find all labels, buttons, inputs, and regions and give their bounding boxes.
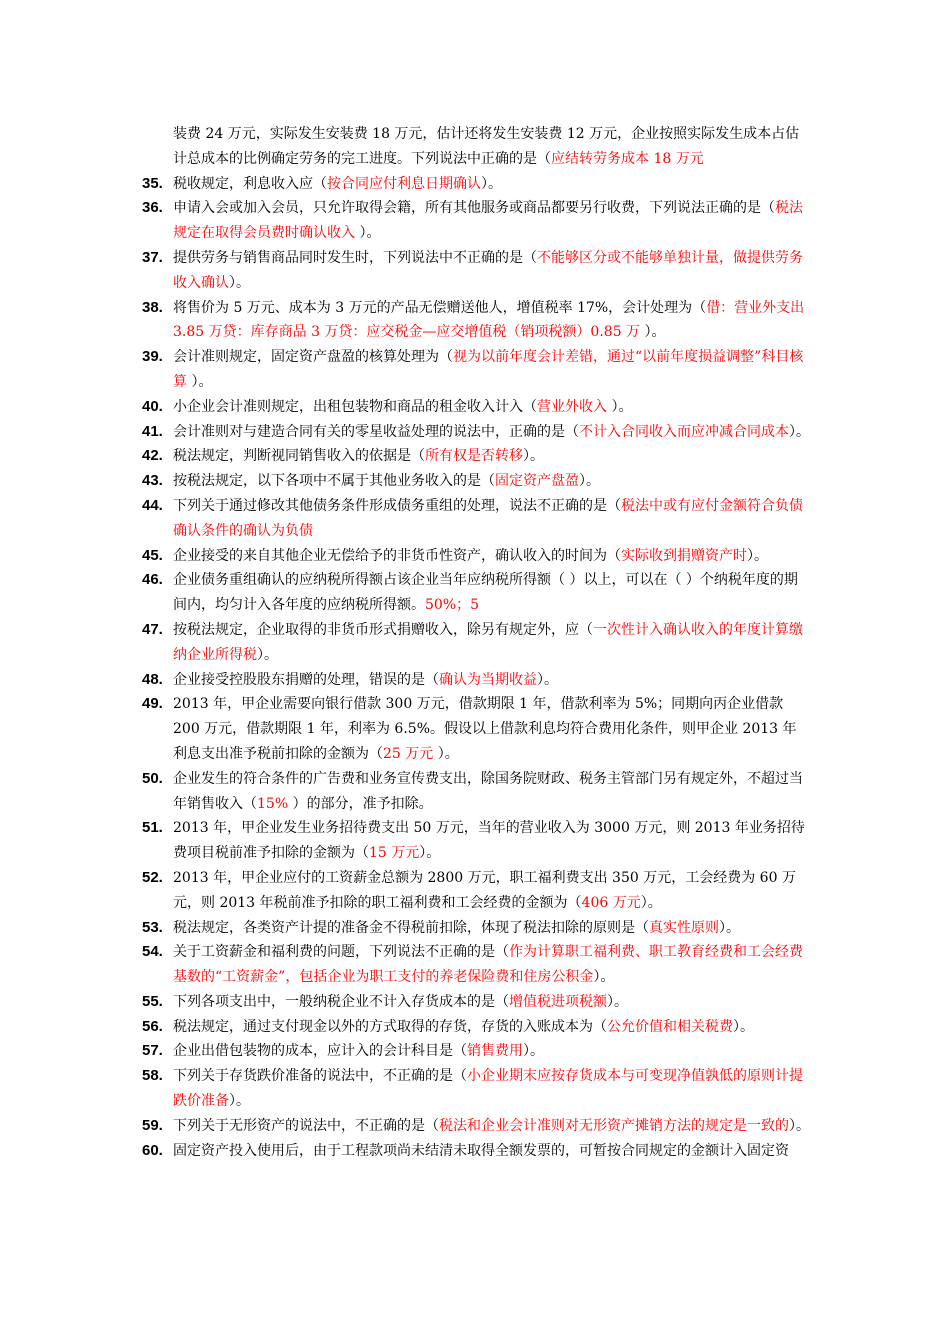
answer-text: 不能够区分或不能够单独计量，做提供劳务收入确认 — [173, 249, 803, 291]
question-text: 申请入会或加入会员，只允许取得会籍，所有其他服务或商品都要另行收费，下列说法正确的是（ — [173, 200, 775, 217]
question-text: 2013 年，甲企业发生业务招待费支出 50 万元，当年的营业收入为 3000 万元，则 2013 年业务招待费项目税前准予扣除的金额为（ — [173, 820, 805, 862]
question-text: ）。 — [607, 993, 628, 1010]
question-item — [142, 494, 810, 544]
question-number: 53. — [142, 918, 163, 936]
answer-text: 所有权是否转移 — [425, 448, 523, 465]
question-number: 54. — [142, 943, 163, 961]
answer-text: 真实性原则 — [649, 919, 719, 936]
question-text: 税法规定，各类资产计提的准备金不得税前扣除，体现了税法扣除的原则是（ — [173, 919, 649, 936]
question-number: 36. — [142, 199, 163, 217]
question-item — [142, 692, 810, 766]
question-text: 会计准则规定，固定资产盘盈的核算处理为（ — [173, 349, 453, 366]
question-text: 税法规定，判断视同销售收入的依据是（ — [173, 448, 425, 465]
answer-text: 确认为当期收益 — [439, 671, 537, 688]
question-text: ）的部分，准予扣除。 — [288, 795, 433, 812]
answer-text: 25 万元 — [383, 745, 434, 762]
answer-text: 公允价值和相关税费 — [607, 1018, 733, 1035]
question-text: ）。 — [229, 1093, 250, 1110]
question-item — [142, 668, 810, 693]
question-number: 35. — [142, 174, 163, 192]
question-number: 39. — [142, 348, 163, 366]
answer-text: 营业外收入 — [537, 398, 607, 415]
question-text: ）。 — [481, 175, 502, 192]
question-text: ）。 — [607, 398, 633, 415]
answer-text: 固定资产盘盈 — [495, 473, 579, 490]
question-item — [142, 618, 810, 668]
question-number: 58. — [142, 1067, 163, 1085]
question-text: 会计准则对与建造合同有关的零星收益处理的说法中，正确的是（ — [173, 423, 579, 440]
question-text: ）。 — [789, 1117, 810, 1134]
question-text: 2013 年，甲企业需要向银行借款 300 万元，借款期限 1 年，借款利率为 5%；同期向丙企业借款 200 万元，借款期限 1 年，利率为 6.5%。假设以上借款利息均符合费用化条件，则甲企业 2013 年利息支出准予税前扣除的金额为（ — [173, 696, 797, 762]
question-item — [142, 544, 810, 569]
question-number: 51. — [142, 819, 163, 837]
answer-text: 实际收到捐赠资产时 — [621, 547, 747, 564]
answer-text: 406 万元 — [581, 894, 641, 911]
question-item — [142, 1015, 810, 1040]
question-text: ）。 — [640, 894, 662, 911]
question-text: ）。 — [789, 423, 810, 440]
question-item — [142, 395, 810, 420]
question-item — [142, 172, 810, 197]
question-text: 下列关于通过修改其他债务条件形成债务重组的处理，说法不正确的是（ — [173, 497, 621, 514]
question-item — [142, 1114, 810, 1139]
question-number: 45. — [142, 546, 163, 564]
question-text: ）。 — [257, 646, 278, 663]
question-text: 固定资产投入使用后，由于工程款项尚未结清未取得全额发票的，可暂按合同规定的金额计入固定资 — [173, 1142, 789, 1159]
question-text: 按税法规定，企业取得的非货币形式捐赠收入，除另有规定外，应（ — [173, 621, 593, 638]
question-text: 按税法规定，以下各项中不属于其他业务收入的是（ — [173, 473, 495, 490]
question-item — [142, 568, 810, 618]
question-text: 下列各项支出中，一般纳税企业不计入存货成本的是（ — [173, 993, 509, 1010]
question-text: ）。 — [747, 547, 768, 564]
answer-text: 不计入合同收入而应冲减合同成本 — [579, 423, 789, 440]
question-number: 47. — [142, 620, 163, 638]
question-text: 企业接受的来自其他企业无偿给予的非货币性资产，确认收入的时间为（ — [173, 547, 621, 564]
question-text: 税法规定，通过支付现金以外的方式取得的存货，存货的入账成本为（ — [173, 1018, 607, 1035]
question-number: 59. — [142, 1116, 163, 1134]
question-text: ）。 — [523, 1043, 544, 1060]
question-number: 40. — [142, 397, 163, 415]
question-text: ）。 — [733, 1018, 754, 1035]
question-text: ）。 — [229, 274, 250, 291]
question-item — [142, 196, 810, 246]
question-text: ）。 — [187, 373, 213, 390]
question-item — [142, 444, 810, 469]
question-text: ）。 — [579, 473, 600, 490]
question-text: ）。 — [523, 448, 544, 465]
question-item — [142, 990, 810, 1015]
question-item — [142, 469, 810, 494]
question-text: 下列关于存货跌价准备的说法中，不正确的是（ — [173, 1068, 467, 1085]
question-number: 49. — [142, 695, 163, 713]
question-item — [142, 420, 810, 445]
question-text: 下列关于无形资产的说法中，不正确的是（ — [173, 1117, 439, 1134]
question-number: 52. — [142, 868, 163, 886]
question-item — [142, 767, 810, 817]
answer-text: 视为以前年度会计差错，通过“以前年度损益调整”科目核算 — [173, 349, 804, 390]
question-number: 38. — [142, 298, 163, 316]
question-item — [142, 1139, 810, 1164]
answer-text: 小企业期末应按存货成本与可变现净值孰低的原则计提跌价准备 — [173, 1068, 803, 1110]
answer-text: 税法和企业会计准则对无形资产摊销方法的规定是一致的 — [439, 1117, 789, 1134]
answer-text: 增值税进项税额 — [509, 993, 607, 1010]
answer-text: 50%；5 — [425, 597, 480, 614]
question-item — [142, 916, 810, 941]
question-text: 企业出借包装物的成本，应计入的会计科目是（ — [173, 1043, 467, 1060]
question-number: 60. — [142, 1141, 163, 1159]
question-text: ）。 — [433, 745, 459, 762]
question-text: ）。 — [419, 845, 441, 862]
question-number: 46. — [142, 571, 163, 589]
answer-text: 按合同应付利息日期确认 — [327, 175, 481, 192]
question-number: 57. — [142, 1042, 163, 1060]
answer-text: 销售费用 — [467, 1043, 523, 1060]
question-text: 关于工资薪金和福利费的问题，下列说法不正确的是（ — [173, 944, 509, 961]
continuation-paragraph — [142, 122, 810, 172]
question-text: 将售价为 5 万元、成本为 3 万元的产品无偿赠送他人，增值税率 17%，会计处理为（ — [173, 299, 707, 316]
question-item — [142, 816, 810, 866]
answer-text: 作为计算职工福利费、职工教育经费和工会经费基数的“工资薪金”，包括企业为职工支付的养老保险费和住房公积金 — [173, 944, 803, 986]
question-text: 装费 24 万元，实际发生安装费 18 万元，估计还将发生安装费 12 万元，企业按照实际发生成本占估计总成本的比例确定劳务的完工进度。下列说法中正确的是（ — [173, 126, 800, 167]
question-text: ）。 — [593, 969, 615, 986]
question-text: 小企业会计准则规定，出租包装物和商品的租金收入计入（ — [173, 398, 537, 415]
question-item — [142, 1064, 810, 1114]
question-text: 税收规定，利息收入应（ — [173, 175, 327, 192]
answer-text: 税法中或有应付金额符合负债确认条件的确认为负债 — [173, 497, 803, 539]
question-text: ）。 — [719, 919, 740, 936]
question-number: 50. — [142, 769, 163, 787]
question-number: 41. — [142, 422, 163, 440]
answer-text: 应结转劳务成本 18 万元 — [551, 150, 704, 167]
question-text: 企业接受控股股东捐赠的处理，错误的是（ — [173, 671, 439, 688]
question-item — [142, 940, 810, 990]
question-number: 37. — [142, 248, 163, 266]
question-number: 55. — [142, 992, 163, 1010]
answer-text: 税法规定在取得会员费时确认收入 — [173, 200, 803, 242]
question-number: 56. — [142, 1017, 163, 1035]
question-item — [142, 1039, 810, 1064]
question-text: ）。 — [640, 324, 666, 341]
question-number: 48. — [142, 670, 163, 688]
answer-text: 15% — [257, 795, 289, 812]
question-text: 企业债务重组确认的应纳税所得额占该企业当年应纳税所得额（ ）以上，可以在（ ）个纳税年度的期间内，均匀计入各年度的应纳税所得额。 — [173, 572, 798, 614]
question-number: 44. — [142, 496, 163, 514]
answer-text: 一次性计入确认收入的年度计算缴纳企业所得税 — [173, 621, 803, 663]
answer-text: 借：营业外支出 3.85 万贷：库存商品 3 万贷：应交税金—应交增值税（销项税额）0.85 万 — [173, 299, 805, 341]
question-text: ）。 — [537, 671, 558, 688]
question-item — [142, 296, 810, 346]
question-list — [142, 122, 810, 1163]
question-text: ）。 — [355, 225, 381, 242]
question-text: 2013 年，甲企业应付的工资薪金总额为 2800 万元，职工福利费支出 350 万元，工会经费为 60 万元，则 2013 年税前准予扣除的职工福利费和工会经费的金额为（ — [173, 869, 796, 911]
question-text: 提供劳务与销售商品同时发生时，下列说法中不正确的是（ — [173, 249, 537, 266]
question-item — [142, 345, 810, 395]
answer-text: 15 万元 — [369, 845, 420, 862]
question-number: 43. — [142, 472, 163, 490]
question-text: 企业发生的符合条件的广告费和业务宣传费支出，除国务院财政、税务主管部门另有规定外，不超过当年销售收入（ — [173, 770, 803, 812]
question-item — [142, 246, 810, 296]
question-item — [142, 866, 810, 916]
question-number: 42. — [142, 447, 163, 465]
